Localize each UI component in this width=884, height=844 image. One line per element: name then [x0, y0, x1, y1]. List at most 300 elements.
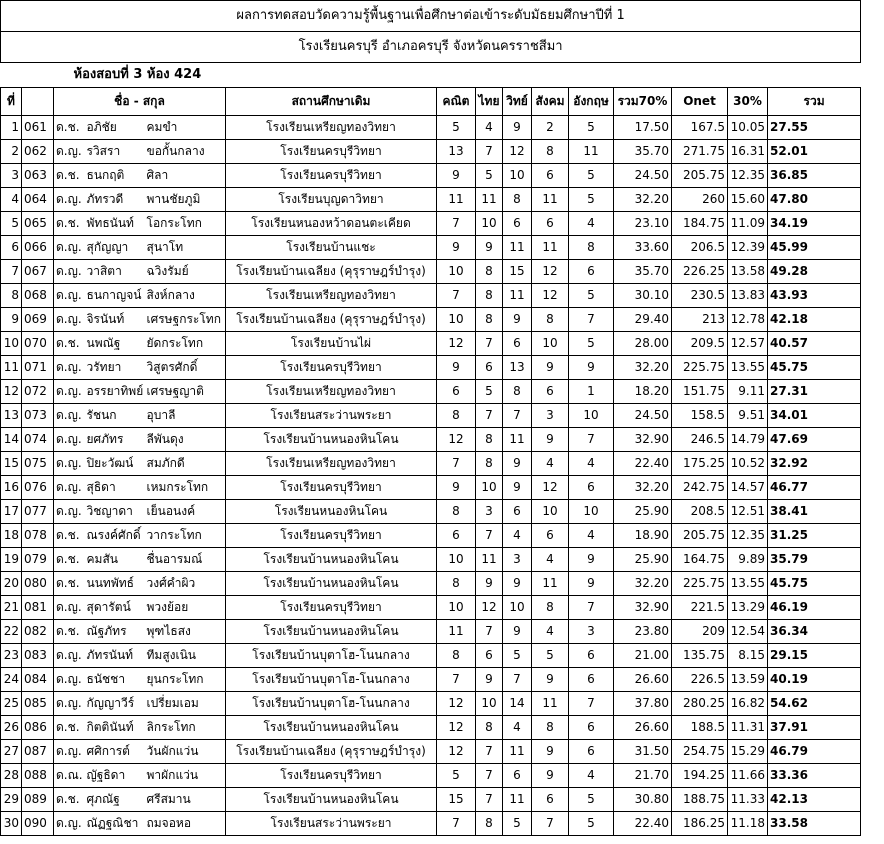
cell-school: โรงเรียนบ้านบุตาโฮ-โนนกลาง: [226, 692, 437, 716]
cell-total: 31.25: [768, 524, 861, 548]
cell-first: ธนกฤติ: [85, 164, 145, 188]
cell-total: 36.34: [768, 620, 861, 644]
cell-no: 7: [1, 260, 22, 284]
cell-eng: 10: [569, 500, 614, 524]
cell-code: 063: [22, 164, 54, 188]
cell-school: โรงเรียนเหรียญทองวิทยา: [226, 452, 437, 476]
cell-first: รัชนก: [85, 404, 145, 428]
cell-p30: 12.35: [728, 524, 768, 548]
cell-math: 8: [437, 404, 476, 428]
cell-social: 12: [532, 260, 569, 284]
cell-p30: 12.78: [728, 308, 768, 332]
cell-total: 46.77: [768, 476, 861, 500]
cell-math: 7: [437, 212, 476, 236]
cell-total: 52.01: [768, 140, 861, 164]
cell-total: 37.91: [768, 716, 861, 740]
cell-p30: 11.18: [728, 812, 768, 836]
cell-first: กัญญาวีร์: [85, 692, 145, 716]
header-total70: รวม70%: [614, 88, 672, 116]
cell-no: 21: [1, 596, 22, 620]
cell-sci: 9: [503, 452, 532, 476]
cell-sci: 7: [503, 668, 532, 692]
cell-school: โรงเรียนบ้านเฉลียง (คุรุราษฎร์บำรุง): [226, 260, 437, 284]
cell-first: วาสิตา: [85, 260, 145, 284]
title-row-2: [1, 32, 861, 63]
cell-no: 27: [1, 740, 22, 764]
cell-p30: 8.15: [728, 644, 768, 668]
cell-thai: 10: [476, 212, 503, 236]
cell-math: 10: [437, 308, 476, 332]
cell-school: โรงเรียนบ้านเฉลียง (คุรุราษฎร์บำรุง): [226, 308, 437, 332]
cell-social: 6: [532, 524, 569, 548]
cell-first: ยศภัทร: [85, 428, 145, 452]
header-school: สถานศึกษาเดิม: [226, 88, 437, 116]
cell-thai: 7: [476, 404, 503, 428]
table-row: [1, 572, 861, 596]
table-row: [1, 644, 861, 668]
cell-total: 54.62: [768, 692, 861, 716]
cell-social: 8: [532, 716, 569, 740]
cell-math: 9: [437, 476, 476, 500]
cell-first: วิชญาดา: [85, 500, 145, 524]
cell-total70: 33.60: [614, 236, 672, 260]
cell-prefix: ด.ญ.: [54, 452, 85, 476]
cell-total70: 26.60: [614, 668, 672, 692]
cell-prefix: ด.ญ.: [54, 236, 85, 260]
table-row: [1, 764, 861, 788]
cell-onet: 208.5: [672, 500, 728, 524]
cell-onet: 242.75: [672, 476, 728, 500]
cell-prefix: ด.ช.: [54, 572, 85, 596]
cell-prefix: ด.ญ.: [54, 596, 85, 620]
cell-p30: 9.89: [728, 548, 768, 572]
cell-thai: 5: [476, 164, 503, 188]
cell-no: 2: [1, 140, 22, 164]
cell-total70: 32.20: [614, 476, 672, 500]
cell-prefix: ด.ช.: [54, 548, 85, 572]
cell-prefix: ด.ช.: [54, 116, 85, 140]
cell-no: 25: [1, 692, 22, 716]
cell-total: 47.80: [768, 188, 861, 212]
cell-eng: 5: [569, 332, 614, 356]
cell-total: 45.99: [768, 236, 861, 260]
cell-total: 32.92: [768, 452, 861, 476]
cell-thai: 4: [476, 116, 503, 140]
cell-last: วิสูตรศักดิ์: [145, 356, 226, 380]
cell-total: 27.55: [768, 116, 861, 140]
cell-last: วากระโทก: [145, 524, 226, 548]
cell-school: โรงเรียนครบุรีวิทยา: [226, 476, 437, 500]
cell-p30: 13.83: [728, 284, 768, 308]
cell-total: 27.31: [768, 380, 861, 404]
table-row: [1, 356, 861, 380]
cell-prefix: ด.ญ.: [54, 692, 85, 716]
cell-code: 077: [22, 500, 54, 524]
cell-prefix: ด.ญ.: [54, 140, 85, 164]
cell-social: 5: [532, 644, 569, 668]
cell-total70: 32.90: [614, 596, 672, 620]
room-info: ห้องสอบที่ 3 ห้อง 424: [73, 67, 202, 82]
cell-eng: 9: [569, 356, 614, 380]
table-row: [1, 524, 861, 548]
cell-thai: 8: [476, 428, 503, 452]
cell-last: ทีมสูงเนิน: [145, 644, 226, 668]
cell-last: ลิกระโทก: [145, 716, 226, 740]
cell-school: โรงเรียนครบุรีวิทยา: [226, 140, 437, 164]
cell-no: 17: [1, 500, 22, 524]
cell-social: 8: [532, 596, 569, 620]
cell-code: 088: [22, 764, 54, 788]
cell-thai: 9: [476, 668, 503, 692]
cell-no: 15: [1, 452, 22, 476]
cell-school: โรงเรียนบ้านหนองหินโคน: [226, 788, 437, 812]
cell-no: 30: [1, 812, 22, 836]
cell-onet: 230.5: [672, 284, 728, 308]
cell-onet: 184.75: [672, 212, 728, 236]
header-thai: ไทย: [476, 88, 503, 116]
cell-sci: 8: [503, 188, 532, 212]
cell-last: พาผักแว่น: [145, 764, 226, 788]
header-no: ที่: [1, 88, 22, 116]
cell-p30: 9.11: [728, 380, 768, 404]
cell-total70: 26.60: [614, 716, 672, 740]
cell-eng: 5: [569, 164, 614, 188]
header-name: ชื่อ - สกุล: [54, 88, 226, 116]
cell-total70: 23.80: [614, 620, 672, 644]
cell-first: คมสัน: [85, 548, 145, 572]
cell-math: 15: [437, 788, 476, 812]
cell-math: 9: [437, 164, 476, 188]
cell-eng: 10: [569, 404, 614, 428]
cell-code: 071: [22, 356, 54, 380]
cell-p30: 12.57: [728, 332, 768, 356]
cell-no: 24: [1, 668, 22, 692]
cell-eng: 3: [569, 620, 614, 644]
cell-eng: 4: [569, 212, 614, 236]
cell-sci: 13: [503, 356, 532, 380]
cell-total70: 35.70: [614, 140, 672, 164]
cell-school: โรงเรียนสระว่านพระยา: [226, 404, 437, 428]
cell-thai: 7: [476, 764, 503, 788]
header-social: สังคม: [532, 88, 569, 116]
table-row: [1, 740, 861, 764]
cell-first: รวิสรา: [85, 140, 145, 164]
cell-math: 12: [437, 332, 476, 356]
cell-total: 34.01: [768, 404, 861, 428]
cell-school: โรงเรียนเหรียญทองวิทยา: [226, 380, 437, 404]
cell-onet: 205.75: [672, 164, 728, 188]
cell-social: 12: [532, 476, 569, 500]
cell-first: ณรงค์ศักดิ์: [85, 524, 145, 548]
table-row: [1, 236, 861, 260]
cell-last: ศรีสมาน: [145, 788, 226, 812]
cell-no: 9: [1, 308, 22, 332]
cell-prefix: ด.ญ.: [54, 644, 85, 668]
cell-sci: 5: [503, 644, 532, 668]
cell-school: โรงเรียนครบุรีวิทยา: [226, 764, 437, 788]
cell-eng: 9: [569, 548, 614, 572]
cell-p30: 11.31: [728, 716, 768, 740]
cell-onet: 280.25: [672, 692, 728, 716]
cell-sci: 6: [503, 764, 532, 788]
cell-school: โรงเรียนบ้านแชะ: [226, 236, 437, 260]
cell-last: เหมกระโทก: [145, 476, 226, 500]
cell-last: เศรษฐกระโทก: [145, 308, 226, 332]
cell-total70: 24.50: [614, 404, 672, 428]
title-row-1: [1, 1, 861, 32]
cell-total: 36.85: [768, 164, 861, 188]
cell-social: 12: [532, 284, 569, 308]
cell-last: อุบาลี: [145, 404, 226, 428]
cell-no: 29: [1, 788, 22, 812]
cell-eng: 5: [569, 188, 614, 212]
cell-sci: 10: [503, 596, 532, 620]
cell-last: เศรษฐญาติ: [145, 380, 226, 404]
cell-math: 8: [437, 572, 476, 596]
cell-total: 43.93: [768, 284, 861, 308]
cell-no: 3: [1, 164, 22, 188]
cell-eng: 7: [569, 692, 614, 716]
cell-first: ศุภณัฐ: [85, 788, 145, 812]
cell-social: 10: [532, 332, 569, 356]
cell-onet: 206.5: [672, 236, 728, 260]
table-row: [1, 620, 861, 644]
cell-thai: 7: [476, 332, 503, 356]
cell-social: 11: [532, 188, 569, 212]
table-row: [1, 260, 861, 284]
cell-p30: 12.35: [728, 164, 768, 188]
cell-social: 10: [532, 500, 569, 524]
cell-thai: 8: [476, 260, 503, 284]
cell-total70: 17.50: [614, 116, 672, 140]
cell-prefix: ด.ญ.: [54, 188, 85, 212]
cell-last: ถมจอหอ: [145, 812, 226, 836]
cell-code: 085: [22, 692, 54, 716]
cell-onet: 158.5: [672, 404, 728, 428]
cell-eng: 7: [569, 428, 614, 452]
cell-last: ชื่นอารมณ์: [145, 548, 226, 572]
cell-sci: 5: [503, 812, 532, 836]
cell-social: 9: [532, 668, 569, 692]
table-row: [1, 548, 861, 572]
cell-onet: 135.75: [672, 644, 728, 668]
cell-no: 4: [1, 188, 22, 212]
cell-p30: 15.60: [728, 188, 768, 212]
cell-no: 23: [1, 644, 22, 668]
cell-no: 14: [1, 428, 22, 452]
cell-school: โรงเรียนสระว่านพระยา: [226, 812, 437, 836]
cell-code: 080: [22, 572, 54, 596]
cell-prefix: ด.ญ.: [54, 284, 85, 308]
cell-code: 062: [22, 140, 54, 164]
cell-total: 45.75: [768, 356, 861, 380]
cell-eng: 7: [569, 308, 614, 332]
cell-school: โรงเรียนบ้านหนองหินโคน: [226, 620, 437, 644]
cell-onet: 151.75: [672, 380, 728, 404]
cell-first: ศศิการต์: [85, 740, 145, 764]
cell-code: 070: [22, 332, 54, 356]
table-row: [1, 116, 861, 140]
cell-sci: 15: [503, 260, 532, 284]
cell-no: 13: [1, 404, 22, 428]
cell-math: 5: [437, 116, 476, 140]
cell-total70: 32.20: [614, 188, 672, 212]
cell-p30: 9.51: [728, 404, 768, 428]
cell-prefix: ด.ช.: [54, 716, 85, 740]
cell-social: 6: [532, 212, 569, 236]
cell-code: 061: [22, 116, 54, 140]
cell-code: 079: [22, 548, 54, 572]
cell-code: 083: [22, 644, 54, 668]
cell-thai: 6: [476, 644, 503, 668]
cell-social: 11: [532, 572, 569, 596]
cell-onet: 188.75: [672, 788, 728, 812]
cell-sci: 9: [503, 116, 532, 140]
cell-first: สุธิดา: [85, 476, 145, 500]
cell-eng: 9: [569, 572, 614, 596]
cell-prefix: ด.ญ.: [54, 380, 85, 404]
cell-p30: 13.55: [728, 572, 768, 596]
cell-code: 075: [22, 452, 54, 476]
cell-total70: 21.00: [614, 644, 672, 668]
cell-math: 10: [437, 260, 476, 284]
cell-sci: 11: [503, 740, 532, 764]
cell-prefix: ด.ญ.: [54, 668, 85, 692]
table-row: [1, 404, 861, 428]
cell-eng: 4: [569, 764, 614, 788]
cell-onet: 186.25: [672, 812, 728, 836]
report-title: ผลการทดสอบวัดความรู้พื้นฐานเพื่อศึกษาต่อเข้าระดับมัธยมศึกษาปีที่ 1: [1, 1, 861, 32]
cell-sci: 14: [503, 692, 532, 716]
cell-social: 9: [532, 740, 569, 764]
cell-sci: 11: [503, 284, 532, 308]
cell-school: โรงเรียนเหรียญทองวิทยา: [226, 284, 437, 308]
cell-thai: 8: [476, 716, 503, 740]
cell-no: 6: [1, 236, 22, 260]
cell-social: 4: [532, 620, 569, 644]
cell-prefix: ด.ญ.: [54, 740, 85, 764]
cell-eng: 8: [569, 236, 614, 260]
room-row: [1, 63, 861, 88]
cell-math: 10: [437, 548, 476, 572]
school-title: โรงเรียนครบุรี อำเภอครบุรี จังหวัดนครราชสีมา: [1, 32, 861, 63]
cell-eng: 5: [569, 812, 614, 836]
cell-school: โรงเรียนบ้านเฉลียง (คุรุราษฎร์บำรุง): [226, 740, 437, 764]
cell-first: ณัฐภัทร: [85, 620, 145, 644]
cell-social: 2: [532, 116, 569, 140]
cell-last: วันผักแว่น: [145, 740, 226, 764]
cell-onet: 188.5: [672, 716, 728, 740]
cell-last: ศิลา: [145, 164, 226, 188]
cell-total70: 32.20: [614, 572, 672, 596]
cell-eng: 6: [569, 476, 614, 500]
table-row: [1, 788, 861, 812]
cell-sci: 6: [503, 500, 532, 524]
cell-prefix: ด.ช.: [54, 788, 85, 812]
cell-thai: 9: [476, 236, 503, 260]
cell-total70: 28.00: [614, 332, 672, 356]
cell-no: 1: [1, 116, 22, 140]
cell-sci: 12: [503, 140, 532, 164]
cell-first: จิรนันท์: [85, 308, 145, 332]
cell-school: โรงเรียนบ้านหนองหินโคน: [226, 572, 437, 596]
header-p30: 30%: [728, 88, 768, 116]
cell-eng: 11: [569, 140, 614, 164]
cell-thai: 9: [476, 572, 503, 596]
cell-last: เปรี่ยมเอม: [145, 692, 226, 716]
cell-total70: 18.20: [614, 380, 672, 404]
cell-total: 49.28: [768, 260, 861, 284]
cell-total70: 29.40: [614, 308, 672, 332]
header-sci: วิทย์: [503, 88, 532, 116]
cell-last: คมขำ: [145, 116, 226, 140]
cell-p30: 13.59: [728, 668, 768, 692]
cell-onet: 167.5: [672, 116, 728, 140]
cell-code: 084: [22, 668, 54, 692]
cell-school: โรงเรียนหนองหว้าดอนตะเคียด: [226, 212, 437, 236]
cell-no: 18: [1, 524, 22, 548]
cell-total70: 25.90: [614, 500, 672, 524]
cell-total: 40.57: [768, 332, 861, 356]
table-row: [1, 668, 861, 692]
cell-math: 8: [437, 500, 476, 524]
cell-thai: 5: [476, 380, 503, 404]
cell-school: โรงเรียนบ้านหนองหินโคน: [226, 716, 437, 740]
cell-total70: 21.70: [614, 764, 672, 788]
cell-first: ภัทรวดี: [85, 188, 145, 212]
cell-code: 081: [22, 596, 54, 620]
cell-last: ลีพันดุง: [145, 428, 226, 452]
cell-social: 7: [532, 812, 569, 836]
cell-thai: 10: [476, 692, 503, 716]
cell-last: ยุนกระโทก: [145, 668, 226, 692]
cell-math: 12: [437, 716, 476, 740]
table-row: [1, 332, 861, 356]
cell-total70: 25.90: [614, 548, 672, 572]
cell-first: ญัฐธิดา: [85, 764, 145, 788]
cell-p30: 12.54: [728, 620, 768, 644]
cell-thai: 11: [476, 548, 503, 572]
cell-onet: 209: [672, 620, 728, 644]
cell-first: ภัทรนันท์: [85, 644, 145, 668]
table-row: [1, 692, 861, 716]
cell-social: 9: [532, 356, 569, 380]
cell-math: 7: [437, 812, 476, 836]
cell-onet: 194.25: [672, 764, 728, 788]
cell-prefix: ด.ช.: [54, 332, 85, 356]
cell-sci: 6: [503, 332, 532, 356]
cell-code: 073: [22, 404, 54, 428]
cell-total: 45.75: [768, 572, 861, 596]
cell-prefix: ด.ญ.: [54, 428, 85, 452]
cell-code: 078: [22, 524, 54, 548]
cell-no: 8: [1, 284, 22, 308]
cell-last: สมภักดี: [145, 452, 226, 476]
cell-social: 4: [532, 452, 569, 476]
cell-last: สิงห์กลาง: [145, 284, 226, 308]
cell-sci: 11: [503, 236, 532, 260]
cell-onet: 221.5: [672, 596, 728, 620]
cell-last: สุนาโท: [145, 236, 226, 260]
cell-total: 33.58: [768, 812, 861, 836]
cell-total: 42.13: [768, 788, 861, 812]
cell-thai: 7: [476, 740, 503, 764]
cell-onet: 254.75: [672, 740, 728, 764]
cell-total70: 30.80: [614, 788, 672, 812]
cell-total70: 24.50: [614, 164, 672, 188]
cell-math: 9: [437, 356, 476, 380]
cell-last: ยัดกระโทก: [145, 332, 226, 356]
